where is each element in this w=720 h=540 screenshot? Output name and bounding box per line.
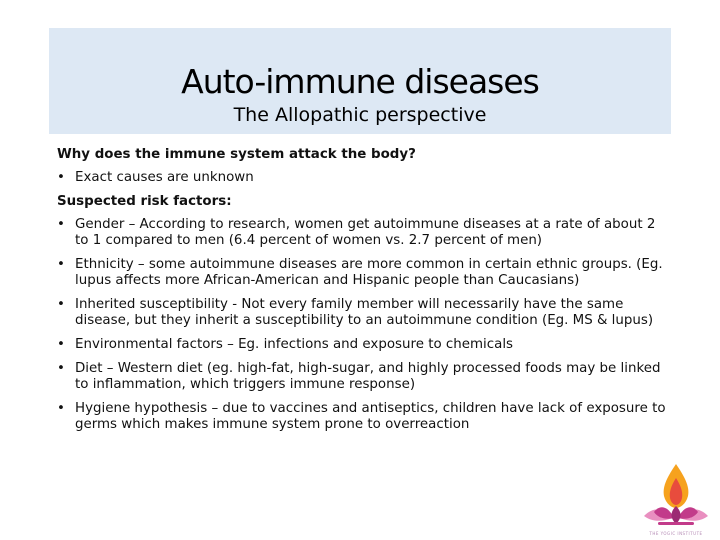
bullet: • (57, 297, 65, 312)
list-item-text: Inherited susceptibility - Not every family member will necessarily have the same disease, but they inherit a susceptibility to an autoimmune condition (Eg. MS & lupus) (75, 297, 654, 328)
list-item (57, 257, 667, 289)
list-item-text: Ethnicity – some autoimmune diseases are more common in certain ethnic groups. (Eg. lupus affects more African-American and Hispanic people than Caucasians) (75, 257, 663, 288)
logo-text: THE YOGIC INSTITUTE (649, 531, 703, 536)
bullet: • (57, 257, 65, 272)
list-item-text: Exact causes are unknown (75, 170, 254, 185)
header-band (49, 28, 671, 134)
list-item-text: Diet – Western diet (eg. high-fat, high-sugar, and highly processed foods may be linked to inflammation, which triggers immune response) (75, 361, 661, 392)
page-title: Auto-immune diseases (181, 62, 539, 101)
bullet: • (57, 170, 65, 185)
bullet: • (57, 337, 65, 352)
section-heading-risk-factors: Suspected risk factors: (57, 194, 232, 209)
content (57, 147, 667, 441)
list-item (57, 401, 667, 433)
bullet: • (57, 361, 65, 376)
bullet: • (57, 217, 65, 232)
lotus-flame-icon (636, 462, 716, 532)
list-item (57, 337, 667, 353)
bullet: • (57, 401, 65, 416)
section-heading-why: Why does the immune system attack the body? (57, 147, 416, 162)
list-item (57, 297, 667, 329)
yogic-institute-logo (636, 462, 716, 538)
list-item-text: Hygiene hypothesis – due to vaccines and antiseptics, children have lack of exposure to germs which makes immune system prone to overreaction (75, 401, 666, 432)
page-subtitle: The Allopathic perspective (233, 104, 487, 126)
list-item-text: Gender – According to research, women get autoimmune diseases at a rate of about 2 to 1 compared to men (6.4 percent of women vs. 2.7 percent of men) (75, 217, 656, 248)
list-item-text: Environmental factors – Eg. infections and exposure to chemicals (75, 337, 514, 352)
list-item (57, 361, 667, 393)
lotus-petal-center (672, 506, 681, 524)
list-item (57, 217, 667, 249)
list-item (57, 170, 667, 186)
lotus-base (658, 522, 694, 525)
